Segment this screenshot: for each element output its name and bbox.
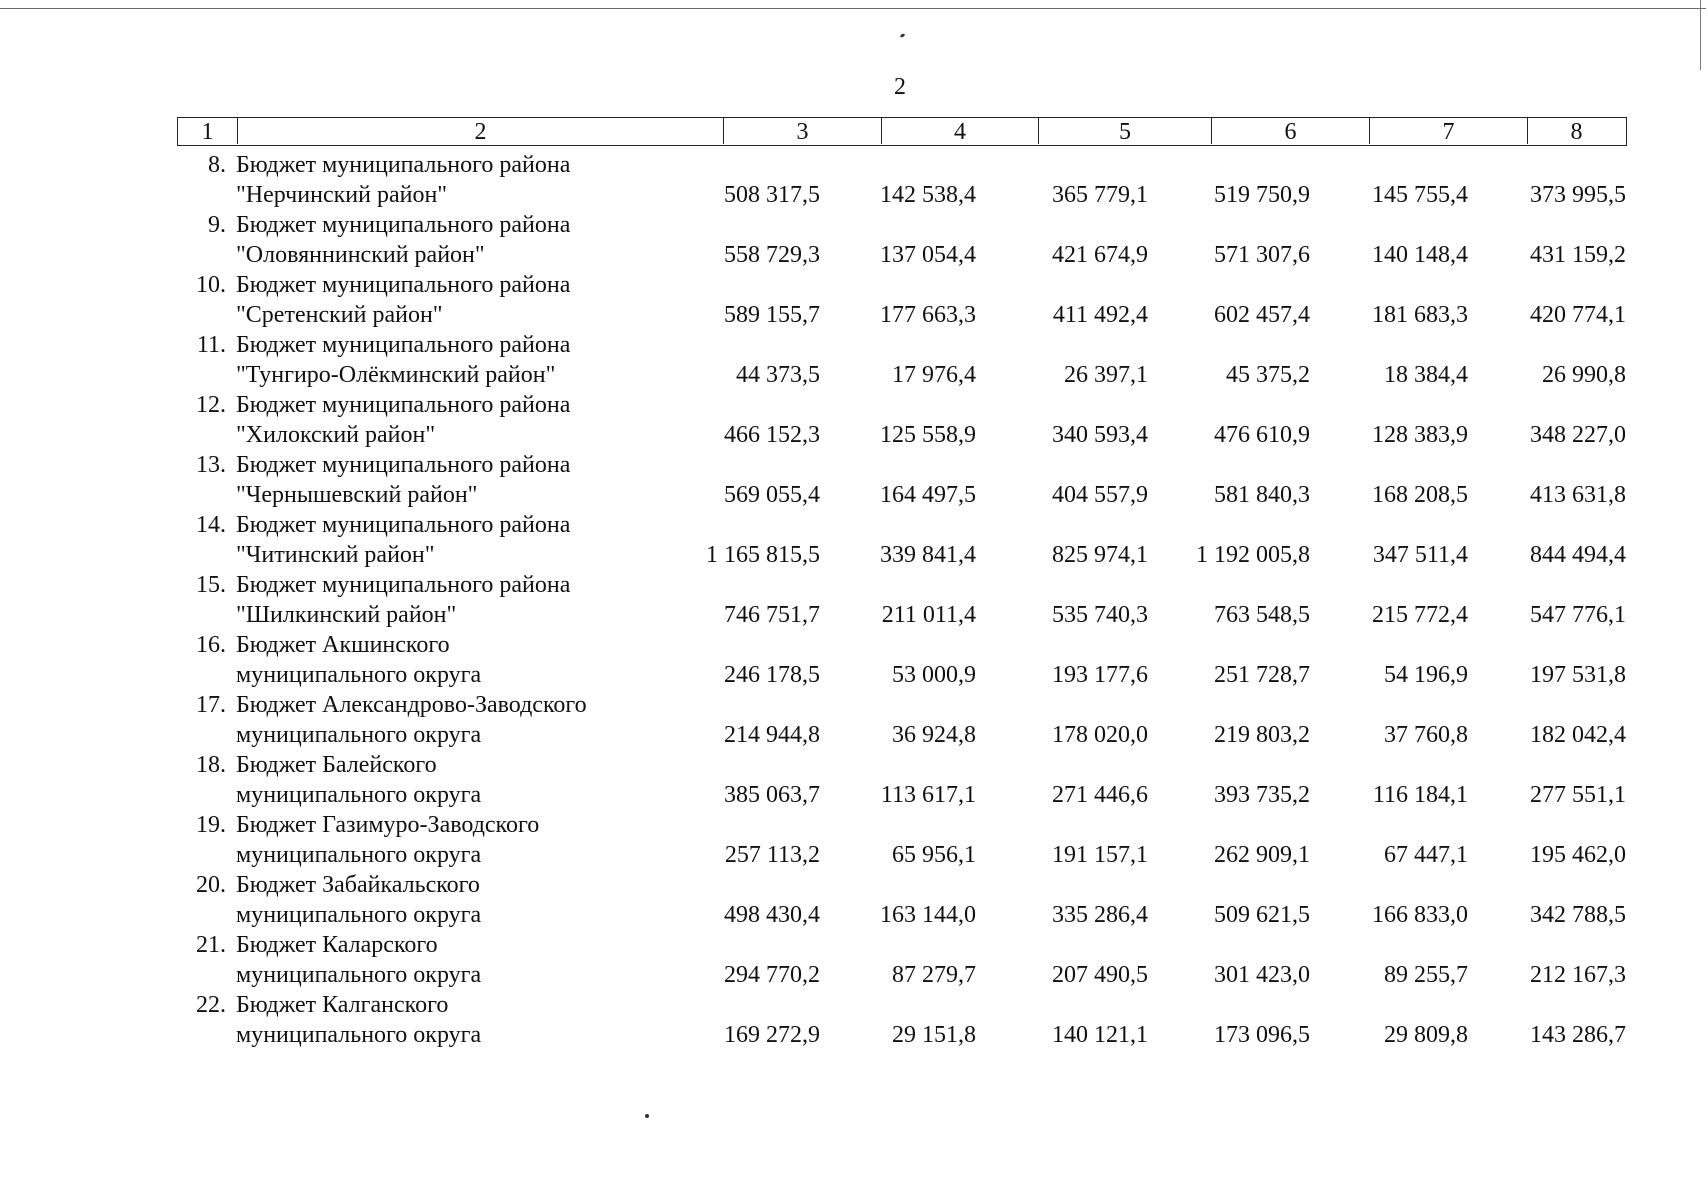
budget-name-line1: Бюджет Газимуро-Заводского: [236, 812, 540, 838]
value-col-3: 214 944,8: [724, 722, 820, 748]
row-number: 19.: [196, 812, 226, 838]
value-col-5: 26 397,1: [1064, 362, 1148, 388]
value-col-7: 29 809,8: [1384, 1022, 1468, 1048]
value-col-8: 844 494,4: [1530, 542, 1626, 568]
budget-name-line1: Бюджет муниципального района: [236, 272, 571, 298]
row-number: 13.: [196, 452, 226, 478]
budget-name-line2: муниципального округа: [236, 782, 482, 808]
value-col-7: 128 383,9: [1372, 422, 1468, 448]
value-col-6: 219 803,2: [1214, 722, 1310, 748]
table-row: [0, 210, 1706, 270]
budget-name: [236, 750, 676, 810]
budget-name-line1: Бюджет муниципального района: [236, 332, 571, 358]
table-row: [0, 570, 1706, 630]
row-number: 22.: [196, 992, 226, 1018]
value-col-3: 44 373,5: [736, 362, 820, 388]
budget-name-line1: Бюджет Акшинского: [236, 632, 450, 658]
table-row: [0, 150, 1706, 210]
value-col-6: 251 728,7: [1214, 662, 1310, 688]
value-col-7: 347 511,4: [1372, 542, 1468, 568]
header-col-5: 5: [1039, 118, 1212, 144]
budget-name: [236, 510, 676, 570]
value-col-5: 207 490,5: [1052, 962, 1148, 988]
budget-name-line1: Бюджет Александрово-Заводского: [236, 692, 587, 718]
row-number: 14.: [196, 512, 226, 538]
scan-speck: [900, 33, 906, 38]
value-col-6: 1 192 005,8: [1196, 542, 1310, 568]
scan-speck: [645, 1114, 649, 1118]
value-col-4: 125 558,9: [880, 422, 976, 448]
value-col-4: 142 538,4: [880, 182, 976, 208]
value-col-6: 581 840,3: [1214, 482, 1310, 508]
value-col-4: 53 000,9: [892, 662, 976, 688]
budget-name-line2: "Читинский район": [236, 542, 435, 568]
value-col-7: 89 255,7: [1384, 962, 1468, 988]
value-col-7: 181 683,3: [1372, 302, 1468, 328]
row-number: 21.: [196, 932, 226, 958]
budget-name: [236, 330, 676, 390]
value-col-4: 17 976,4: [892, 362, 976, 388]
value-col-8: 195 462,0: [1530, 842, 1626, 868]
value-col-3: 466 152,3: [724, 422, 820, 448]
value-col-7: 166 833,0: [1372, 902, 1468, 928]
value-col-4: 113 617,1: [880, 782, 976, 808]
table-row: [0, 990, 1706, 1050]
value-col-7: 37 760,8: [1384, 722, 1468, 748]
budget-name-line2: муниципального округа: [236, 842, 482, 868]
value-col-8: 182 042,4: [1530, 722, 1626, 748]
row-number: 12.: [196, 392, 226, 418]
row-number: 10.: [196, 272, 226, 298]
table-row: [0, 450, 1706, 510]
value-col-4: 29 151,8: [892, 1022, 976, 1048]
value-col-6: 571 307,6: [1214, 242, 1310, 268]
value-col-8: 547 776,1: [1530, 602, 1626, 628]
budget-name-line2: "Хилокский район": [236, 422, 436, 448]
budget-name: [236, 390, 676, 450]
value-col-7: 116 184,1: [1372, 782, 1468, 808]
budget-name: [236, 990, 676, 1050]
value-col-8: 212 167,3: [1530, 962, 1626, 988]
value-col-5: 140 121,1: [1052, 1022, 1148, 1048]
value-col-5: 421 674,9: [1052, 242, 1148, 268]
budget-name-line1: Бюджет муниципального района: [236, 392, 571, 418]
row-number: 16.: [196, 632, 226, 658]
value-col-3: 508 317,5: [724, 182, 820, 208]
value-col-5: 335 286,4: [1052, 902, 1148, 928]
value-col-4: 87 279,7: [892, 962, 976, 988]
value-col-3: 1 165 815,5: [706, 542, 820, 568]
value-col-4: 164 497,5: [880, 482, 976, 508]
value-col-7: 168 208,5: [1372, 482, 1468, 508]
value-col-7: 54 196,9: [1384, 662, 1468, 688]
value-col-3: 385 063,7: [724, 782, 820, 808]
table-row: [0, 930, 1706, 990]
budget-name-line2: муниципального округа: [236, 962, 482, 988]
value-col-8: 197 531,8: [1530, 662, 1626, 688]
value-col-3: 746 751,7: [724, 602, 820, 628]
row-number: 18.: [196, 752, 226, 778]
budget-name: [236, 270, 676, 330]
budget-name-line2: муниципального округа: [236, 1022, 482, 1048]
budget-name-line1: Бюджет муниципального района: [236, 512, 571, 538]
budget-name: [236, 870, 676, 930]
row-number: 17.: [196, 692, 226, 718]
table-row: [0, 390, 1706, 450]
page-number: 2: [894, 74, 906, 100]
budget-name-line1: Бюджет муниципального района: [236, 572, 571, 598]
value-col-5: 411 492,4: [1052, 302, 1148, 328]
budget-name-line2: "Чернышевский район": [236, 482, 478, 508]
value-col-6: 393 735,2: [1214, 782, 1310, 808]
value-col-5: 178 020,0: [1052, 722, 1148, 748]
budget-name: [236, 450, 676, 510]
value-col-5: 191 157,1: [1052, 842, 1148, 868]
header-col-3: 3: [724, 118, 882, 144]
value-col-4: 211 011,4: [881, 602, 976, 628]
row-number: 20.: [196, 872, 226, 898]
value-col-3: 498 430,4: [724, 902, 820, 928]
value-col-8: 143 286,7: [1530, 1022, 1626, 1048]
budget-name: [236, 150, 676, 210]
value-col-6: 262 909,1: [1214, 842, 1310, 868]
value-col-3: 589 155,7: [724, 302, 820, 328]
table-row: [0, 630, 1706, 690]
value-col-5: 340 593,4: [1052, 422, 1148, 448]
value-col-4: 163 144,0: [880, 902, 976, 928]
budget-name-line1: Бюджет муниципального района: [236, 152, 571, 178]
value-col-6: 173 096,5: [1214, 1022, 1310, 1048]
value-col-6: 763 548,5: [1214, 602, 1310, 628]
value-col-3: 246 178,5: [724, 662, 820, 688]
column-number-header: [177, 117, 1627, 146]
header-col-8: 8: [1570, 119, 1583, 145]
value-col-6: 301 423,0: [1214, 962, 1310, 988]
value-col-6: 519 750,9: [1214, 182, 1310, 208]
value-col-8: 431 159,2: [1530, 242, 1626, 268]
value-col-5: 825 974,1: [1052, 542, 1148, 568]
value-col-8: 420 774,1: [1530, 302, 1626, 328]
budget-name-line2: "Тунгиро-Олёкминский район": [236, 362, 556, 388]
value-col-5: 404 557,9: [1052, 482, 1148, 508]
value-col-5: 365 779,1: [1052, 182, 1148, 208]
value-col-7: 18 384,4: [1384, 362, 1468, 388]
page-top-border: [0, 8, 1706, 9]
table-row: [0, 870, 1706, 930]
value-col-5: 535 740,3: [1052, 602, 1148, 628]
table-row: [0, 690, 1706, 750]
budget-name: [236, 210, 676, 270]
value-col-3: 558 729,3: [724, 242, 820, 268]
page-right-edge: [1700, 0, 1701, 70]
budget-name-line1: Бюджет Балейского: [236, 752, 437, 778]
value-col-3: 257 113,2: [724, 842, 820, 868]
budget-name-line2: муниципального округа: [236, 902, 482, 928]
budget-name-line1: Бюджет муниципального района: [236, 452, 571, 478]
budget-name-line2: муниципального округа: [236, 662, 482, 688]
budget-name: [236, 690, 676, 750]
header-col-2: 2: [238, 118, 724, 144]
row-number: 11.: [196, 332, 226, 358]
value-col-7: 215 772,4: [1372, 602, 1468, 628]
header-col-1: 1: [178, 118, 238, 144]
value-col-8: 348 227,0: [1530, 422, 1626, 448]
value-col-5: 271 446,6: [1052, 782, 1148, 808]
budget-name-line2: "Нерчинский район": [236, 182, 448, 208]
budget-name-line1: Бюджет муниципального района: [236, 212, 571, 238]
value-col-4: 177 663,3: [880, 302, 976, 328]
value-col-6: 509 621,5: [1214, 902, 1310, 928]
table-row: [0, 750, 1706, 810]
value-col-5: 193 177,6: [1052, 662, 1148, 688]
budget-name-line2: "Оловяннинский район": [236, 242, 485, 268]
value-col-4: 339 841,4: [880, 542, 976, 568]
header-col-7: 7: [1370, 118, 1528, 144]
value-col-8: 413 631,8: [1530, 482, 1626, 508]
value-col-4: 137 054,4: [880, 242, 976, 268]
budget-name-line1: Бюджет Калганского: [236, 992, 449, 1018]
value-col-3: 294 770,2: [724, 962, 820, 988]
value-col-8: 277 551,1: [1530, 782, 1626, 808]
value-col-3: 569 055,4: [724, 482, 820, 508]
budget-name-line1: Бюджет Каларского: [236, 932, 438, 958]
header-col-6: 6: [1212, 118, 1370, 144]
budget-name: [236, 930, 676, 990]
value-col-7: 67 447,1: [1384, 842, 1468, 868]
row-number: 15.: [196, 572, 226, 598]
value-col-8: 373 995,5: [1530, 182, 1626, 208]
table-row: [0, 270, 1706, 330]
table-row: [0, 330, 1706, 390]
budget-name-line2: "Шилкинский район": [236, 602, 457, 628]
header-col-4: 4: [882, 118, 1039, 144]
row-number: 9.: [208, 212, 226, 238]
budget-name-line1: Бюджет Забайкальского: [236, 872, 480, 898]
table-row: [0, 510, 1706, 570]
value-col-4: 65 956,1: [892, 842, 976, 868]
value-col-6: 45 375,2: [1226, 362, 1310, 388]
budget-name-line2: "Сретенский район": [236, 302, 443, 328]
table-row: [0, 810, 1706, 870]
budget-name: [236, 570, 676, 630]
budget-name-line2: муниципального округа: [236, 722, 482, 748]
budget-name: [236, 630, 676, 690]
value-col-8: 26 990,8: [1542, 362, 1626, 388]
value-col-6: 602 457,4: [1214, 302, 1310, 328]
value-col-7: 145 755,4: [1372, 182, 1468, 208]
row-number: 8.: [208, 152, 226, 178]
value-col-4: 36 924,8: [892, 722, 976, 748]
value-col-7: 140 148,4: [1372, 242, 1468, 268]
budget-name: [236, 810, 676, 870]
value-col-3: 169 272,9: [724, 1022, 820, 1048]
value-col-6: 476 610,9: [1214, 422, 1310, 448]
value-col-8: 342 788,5: [1530, 902, 1626, 928]
